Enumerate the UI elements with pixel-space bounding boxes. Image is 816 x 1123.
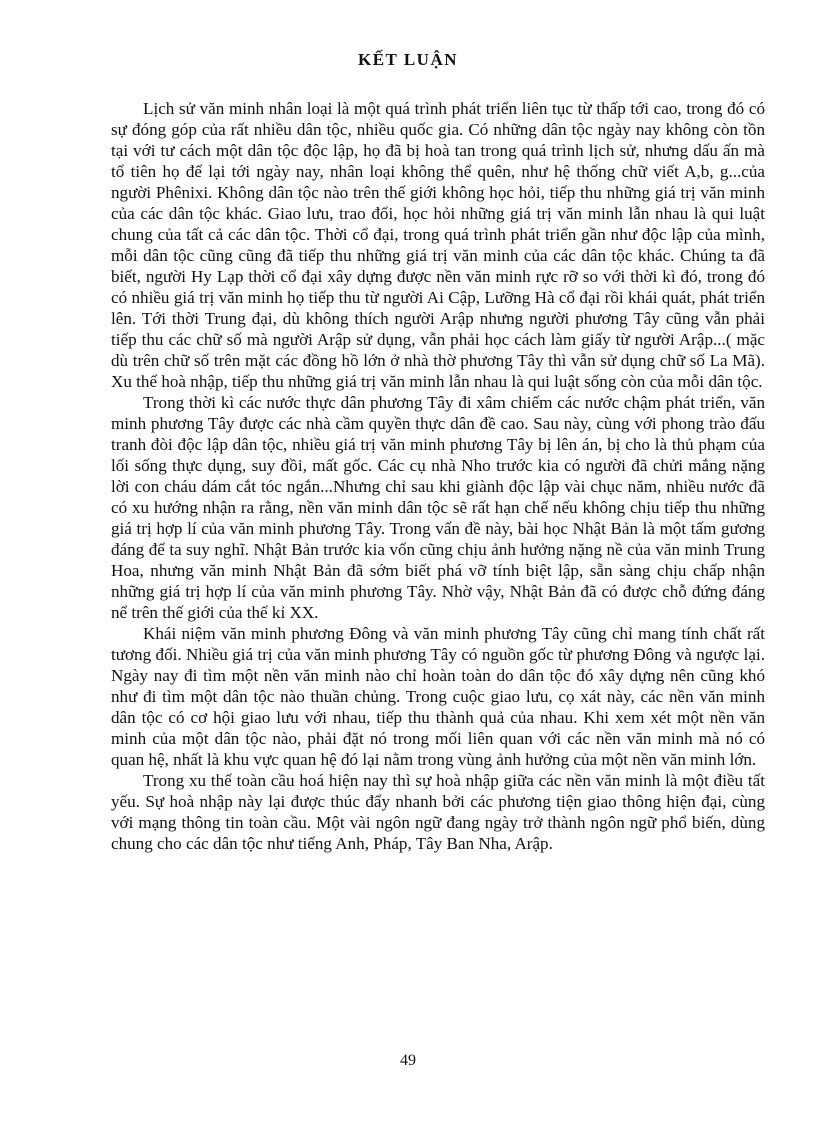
page-number: 49	[400, 1052, 416, 1069]
page-title: KẾT LUẬN	[357, 50, 458, 69]
paragraph-4: Trong xu thế toàn cầu hoá hiện nay thì sự hoà nhập giữa các nền văn minh là một điều tất yếu. Sự hoà nhập này lại được thúc đẩy nhanh bởi các phương tiện giao thông hiện đại, cùng với mạng thông tin toàn cầu. Một vài ngôn ngữ đang ngày trở thành ngôn ngữ phổ biến, dùng chung cho các dân tộc như tiếng Anh, Pháp, Tây Ban Nha, Arập.	[111, 771, 765, 853]
body-text	[111, 98, 765, 854]
paragraph-3: Khái niệm văn minh phương Đông và văn minh phương Tây cũng chỉ mang tính chất rất tương đối. Nhiều giá trị của văn minh phương Tây có nguồn gốc từ phương Đông và ngược lại. Ngày nay đi tìm một nền văn minh nào chỉ hoàn toàn do dân tộc đó xây dựng nên cũng khó như đi tìm một dân tộc nào thuần chủng. Trong cuộc giao lưu, cọ xát này, các nền văn minh dân tộc có cơ hội giao lưu với nhau, tiếp thu thành quả của nhau. Khi xem xét một nền văn minh của một dân tộc nào, phải đặt nó trong mối liên quan với các nền văn minh mà nó có quan hệ, nhất là khu vực quan hệ đó lại nằm trong vùng ảnh hưởng của một nền văn minh lớn.	[111, 624, 765, 769]
paragraph-1: Lịch sử văn minh nhân loại là một quá trình phát triển liên tục từ thấp tới cao, trong đó có sự đóng góp của rất nhiều dân tộc, nhiều quốc gia. Có những dân tộc ngày nay không còn tồn tại với tư cách một dân tộc độc lập, họ đã bị hoà tan trong quá trình lịch sử, nhưng dấu ấn mà tổ tiên họ để lại tới ngày nay, nhân loại không thể quên, như hệ thống chữ viết A,b, g...của người Phênixi. Không dân tộc nào trên thế giới không học hỏi, tiếp thu những giá trị văn minh của các dân tộc khác. Giao lưu, trao đổi, học hỏi những giá trị văn minh lẫn nhau là qui luật chung của tất cả các dân tộc. Thời cổ đại, trong quá trình phát triển gần như độc lập của mình, mỗi dân tộc cũng cũng đã tiếp thu những giá trị văn minh của các dân tộc khác. Chúng ta đã biết, người Hy Lạp thời cổ đại xây dựng được nền văn minh rực rỡ so với thời kì đó, trong đó có nhiều giá trị văn minh họ tiếp thu từ người Ai Cập, Lưỡng Hà cổ đại rồi khái quát, phát triển lên. Tới thời Trung đại, dù không thích người Arập nhưng người phương Tây cũng vẫn phải tiếp thu các chữ số mà người Arập sử dụng, vẫn phải học cách làm giấy từ người Arập...( mặc dù trên chữ số trên mặt các đồng hồ lớn ở nhà thờ phương Tây thì vẫn sử dụng chữ số La Mã). Xu thế hoà nhập, tiếp thu những giá trị văn minh lẫn nhau là qui luật sống còn của mỗi dân tộc.	[111, 99, 765, 391]
paragraph-2: Trong thời kì các nước thực dân phương Tây đi xâm chiếm các nước chậm phát triển, văn minh phương Tây được các nhà cầm quyền thực dân đề cao. Sau này, cùng với phong trào đấu tranh đòi độc lập dân tộc, nhiều giá trị văn minh phương Tây bị lên án, bị cho là thủ phạm của lối sống thực dụng, suy đồi, mất gốc. Các cụ nhà Nho trước kia có người đã chửi mắng nặng lời con cháu dám cắt tóc ngắn...Nhưng chỉ sau khi giành độc lập vài chục năm, nhiều nước đã có xu hướng nhận ra rằng, nền văn minh dân tộc sẽ rất hạn chế nếu không chịu tiếp thu những giá trị hợp lí của văn minh phương Tây. Trong vấn đề này, bài học Nhật Bản là một tấm gương đáng để ta suy nghĩ. Nhật Bản trước kia vốn cũng chịu ảnh hưởng nặng nề của văn minh Trung Hoa, nhưng văn minh Nhật Bản đã sớm biết phá vỡ tính biệt lập, sẵn sàng chịu chấp nhận những giá trị hợp lí của văn minh phương Tây. Nhờ vậy, Nhật Bản đã có được chỗ đứng đáng nể trên thế giới của thế kỉ XX.	[111, 393, 765, 622]
